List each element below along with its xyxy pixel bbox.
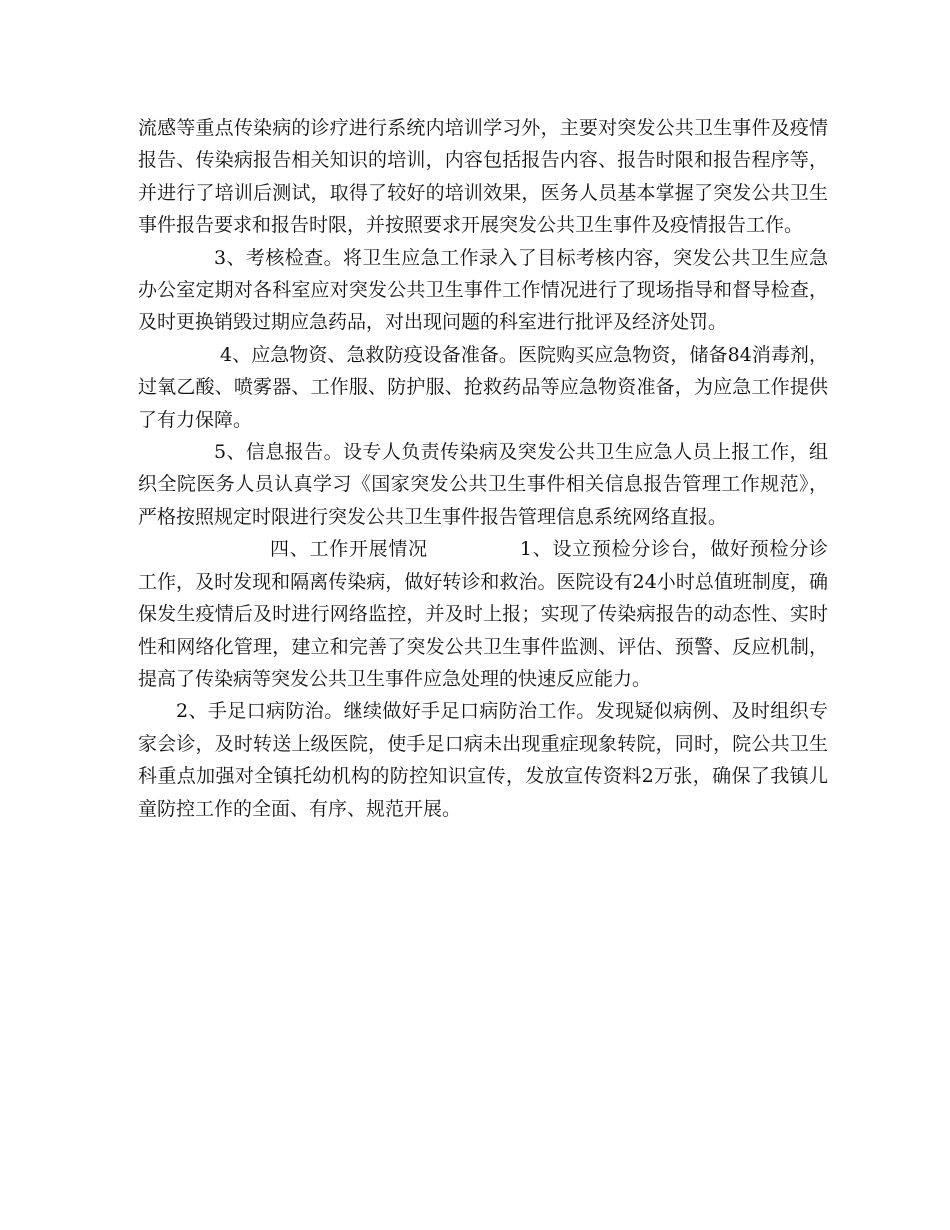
paragraph-work-progress	[138, 533, 828, 695]
document-body	[138, 112, 828, 825]
paragraph-assessment-inspection: 3、考核检查。将卫生应急工作录入了目标考核内容，突发公共卫生应急办公室定期对各科室应对突发公共卫生事件工作情况进行了现场指导和督导检查，及时更换销毁过期应急药品，对出现问题的科室进行批评及经济处罚。	[138, 246, 828, 334]
paragraph-training-continued: 流感等重点传染病的诊疗进行系统内培训学习外，主要对突发公共卫生事件及疫情报告、传染病报告相关知识的培训，内容包括报告内容、报告时限和报告程序等，并进行了培训后测试，取得了较好的培训效果，医务人员基本掌握了突发公共卫生事件报告要求和报告时限，并按照要求开展突发公共卫生事件及疫情报告工作。	[138, 117, 828, 237]
section-first-item: 1、设立预检分诊台，做好预检分诊工作，及时发现和隔离传染病，做好转诊和救治。医院设有24小时总值班制度，确保发生疫情后及时进行网络监控，并及时上报；实现了传染病报告的动态性、实时性和网络化管理，建立和完善了突发公共卫生事件监测、评估、预警、反应机制，提高了传染病等突发公共卫生事件应急处理的快速反应能力。	[138, 538, 828, 690]
paragraph-hfmd-prevention: 2、手足口病防治。继续做好手足口病防治工作。发现疑似病例、及时组织专家会诊，及时转送上级医院，使手足口病未出现重症现象转院，同时，院公共卫生科重点加强对全镇托幼机构的防控知识宣传，发放宣传资料2万张，确保了我镇儿童防控工作的全面、有序、规范开展。	[138, 700, 828, 820]
paragraph-emergency-supplies: 4、应急物资、急救防疫设备准备。医院购买应急物资，储备84消毒剂，过氧乙酸、喷雾器、工作服、防护服、抢救药品等应急物资准备，为应急工作提供了有力保障。	[138, 343, 828, 431]
section-heading: 四、工作开展情况	[270, 538, 428, 561]
paragraph-information-report: 5、信息报告。设专人负责传染病及突发公共卫生应急人员上报工作，组织全院医务人员认真学习《国家突发公共卫生事件相关信息报告管理工作规范》，严格按照规定时限进行突发公共卫生事件报告管理信息系统网络直报。	[138, 441, 828, 528]
